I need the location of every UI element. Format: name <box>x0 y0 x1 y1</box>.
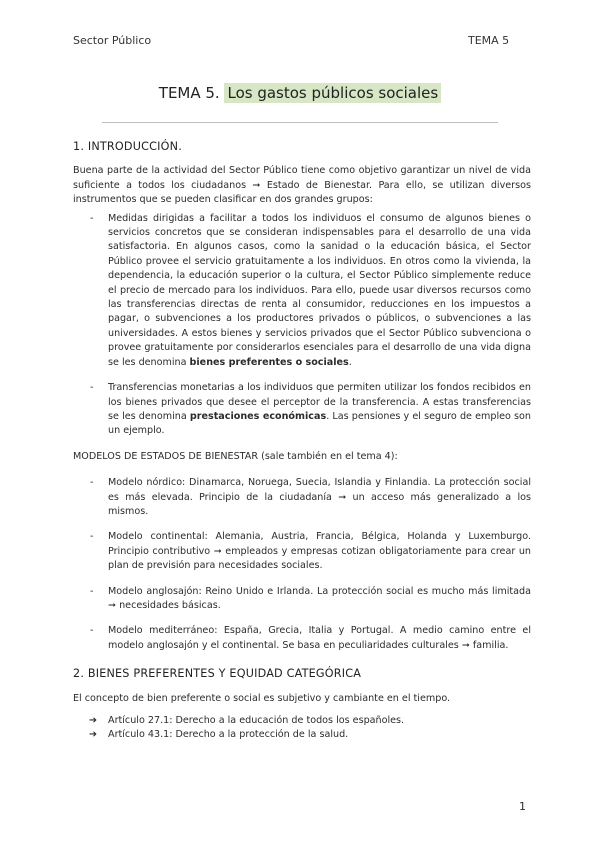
running-header-left: Sector Público <box>73 34 152 47</box>
list-item <box>73 476 531 519</box>
list-item <box>73 530 531 573</box>
item-tail: . Las pensiones y el seguro de empleo son un ejemplo. <box>108 410 531 437</box>
title-highlight: Los gastos públicos sociales <box>224 83 441 103</box>
item-text: Artículo 27.1: Derecho a la educación de todos los españoles. <box>108 715 405 726</box>
section-2-intro: El concepto de bien preferente o social es subjetivo y cambiante en el tiempo. <box>73 692 451 704</box>
dash-bullet: - <box>90 625 94 637</box>
item-text: Artículo 43.1: Derecho a la protección de la salud. <box>108 729 349 741</box>
list-item <box>73 728 531 742</box>
list-item <box>73 585 531 614</box>
list-item <box>73 714 531 728</box>
item-bold-term: prestaciones económicas <box>189 410 327 422</box>
title-divider <box>102 122 498 123</box>
dash-bullet: - <box>90 477 94 489</box>
arrow-bullet-icon: ➔ <box>89 715 98 726</box>
page-number: 1 <box>519 800 526 813</box>
item-bold-term: bienes preferentes o sociales <box>189 356 349 368</box>
item-text: Medidas dirigidas a facilitar a todos los individuos el consumo de algunos bienes o servicios concretos que se consideran indispensables para el desarrollo de una vida satisfactoria. En algunos casos, como la sanidad o la educación básica, el Sector Público provee el servicio gratuitamente a los individuos. En otros como la vivienda, la dependencia, la educación superior o la cultura, el Sector Público simplemente reduce el precio de mercado para los individuos. Para ello, puede usar diversos recursos como las transferencias directas de renta al consumidor, reducciones en los impuestos a pagar, o subvenciones a los productores privados o públicos, o subvenciones a las universidades. A estos bienes y servicios privados que el Sector Público subvenciona o provee gratuitamente por considerarlos esenciales para el desarrollo de una vida digna se les denomina <box>108 212 531 368</box>
models-list <box>73 476 531 653</box>
models-heading: MODELOS DE ESTADOS DE BIENESTAR (sale también en el tema 4): <box>73 450 398 462</box>
section-1-intro: Buena parte de la actividad del Sector Público tiene como objetivo garantizar un nivel de vida suficiente a todos los ciudadanos ➞ Estado de Bienestar. Para ello, se utilizan diversos instrumentos que se pueden clasificar en dos grandes grupos: <box>73 165 531 206</box>
list-item <box>73 212 531 370</box>
dash-bullet: - <box>90 212 94 224</box>
document-title <box>0 84 600 102</box>
running-header-right: TEMA 5 <box>468 34 510 47</box>
section-2-heading: 2. BIENES PREFERENTES Y EQUIDAD CATEGÓRICA <box>73 667 362 681</box>
list-item <box>73 381 531 439</box>
item-text: Transferencias monetarias a los individuos que permiten utilizar los fondos recibidos en los bienes privados que desee el perceptor de la transferencia. A estas transferencias se les denomina <box>108 382 531 422</box>
dash-bullet: - <box>90 585 94 597</box>
item-text: Modelo anglosajón: Reino Unido e Irlanda. La protección social es mucho más limitada ➞ necesidades básicas. <box>108 585 531 611</box>
articles-list <box>73 714 531 743</box>
title-prefix: TEMA 5. <box>158 84 225 102</box>
item-text: Modelo continental: Alemania, Austria, Francia, Bélgica, Holanda y Luxemburgo. Principio contributivo ➞ empleados y empresas cotizan obligatoriamente para crear un plan de previsión para necesidades sociales. <box>108 531 531 572</box>
arrow-bullet-icon: ➔ <box>89 729 98 741</box>
list-item <box>73 624 531 653</box>
instrument-list <box>73 212 531 439</box>
dash-bullet: - <box>90 531 94 543</box>
item-text: Modelo mediterráneo: España, Grecia, Italia y Portugal. A medio camino entre el modelo anglosajón y el continental. Se basa en peculiaridades culturales ➞ familia. <box>108 625 531 651</box>
dash-bullet: - <box>90 382 94 394</box>
page-content <box>73 140 531 743</box>
item-tail: . <box>348 356 352 368</box>
item-text: Modelo nórdico: Dinamarca, Noruega, Suecia, Islandia y Finlandia. La protección social es más elevada. Principio de la ciudadanía ➞ un acceso más generalizado a los mismos. <box>108 477 531 517</box>
section-1-heading: 1. INTRODUCCIÓN. <box>73 140 182 153</box>
